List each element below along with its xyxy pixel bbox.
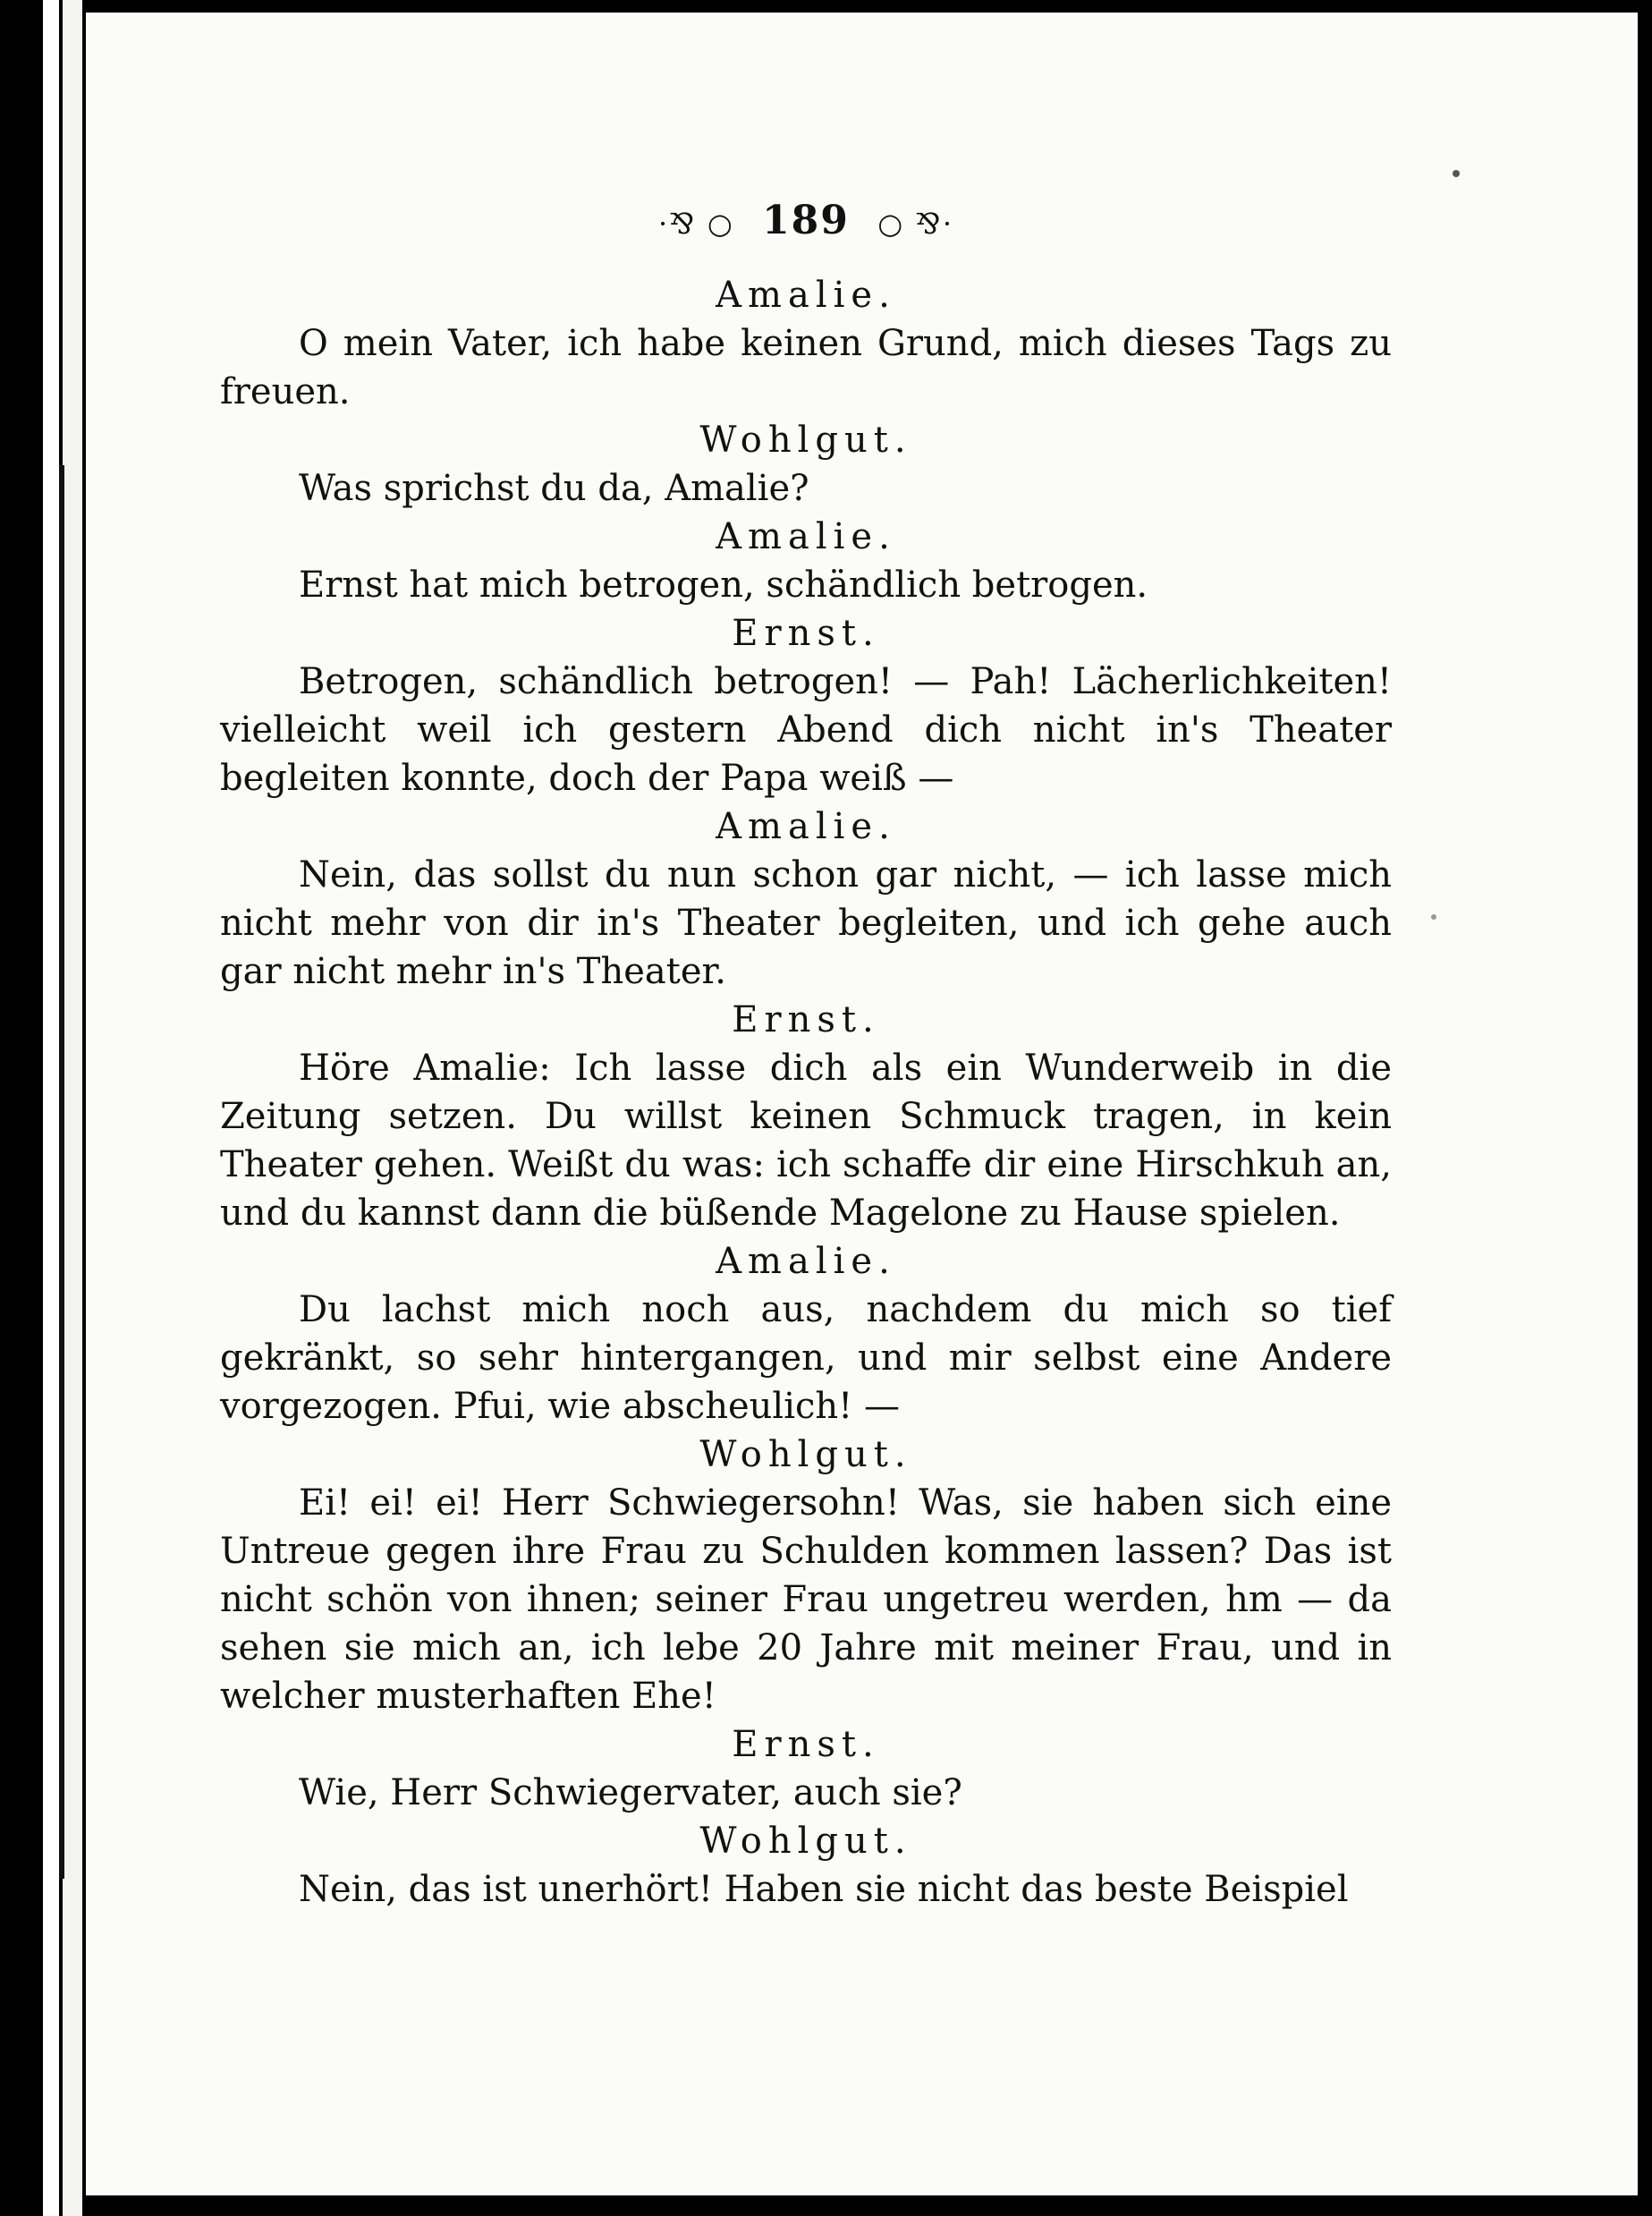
speech-text: Nein, das ist unerhört! Haben sie nicht das beste Beispiel: [299, 1868, 1349, 1910]
dialogue-entry: [220, 271, 1392, 416]
dialogue-entry: [220, 1817, 1392, 1914]
dialogue-entry: [220, 996, 1392, 1237]
binding-bar: [59, 465, 64, 1879]
speaker-name: Ernst.: [732, 612, 880, 654]
dialogue-entry: [220, 609, 1392, 802]
dialogue-entry: [220, 1431, 1392, 1720]
book-spine-edge: [43, 0, 59, 2216]
speech-text: Betrogen, schändlich betrogen! — Pah! Lächerlichkeiten! vielleicht weil ich gestern Abend dich nicht in's Theater begleiten konnte, doch der Papa weiß —: [220, 660, 1392, 799]
paper-speck: [1453, 170, 1460, 177]
dialogue-entry: [220, 513, 1392, 609]
page-text: [220, 197, 1392, 1914]
page-header: [220, 197, 1392, 248]
ornament-right: ○ ⅋·: [877, 206, 953, 241]
speaker-name: Amalie.: [716, 1240, 896, 1282]
dialogue-entry: [220, 416, 1392, 513]
speaker-name: Wohlgut.: [699, 1433, 912, 1475]
speaker-name: Wohlgut.: [699, 1820, 912, 1862]
book-gutter: [63, 0, 82, 2216]
speaker-name: Ernst.: [732, 998, 880, 1040]
ornament-left: ·⅋ ○: [657, 206, 734, 241]
dialogue-entry: [220, 1720, 1392, 1817]
dialogue-entry: [220, 1237, 1392, 1431]
speech-text: Nein, das sollst du nun schon gar nicht, — ich lasse mich nicht mehr von dir in's Theater begleiten, und ich gehe auch gar nicht mehr in's Theater.: [220, 853, 1392, 992]
page-number: 189: [762, 198, 850, 243]
speech-text: Ernst hat mich betrogen, schändlich betrogen.: [299, 564, 1148, 606]
speaker-name: Amalie.: [716, 274, 896, 316]
speaker-name: Amalie.: [716, 805, 896, 847]
paper-speck: [1431, 914, 1436, 920]
speaker-name: Amalie.: [716, 515, 896, 557]
dialogue-entry: [220, 802, 1392, 996]
speaker-name: Wohlgut.: [699, 419, 912, 461]
speech-text: Höre Amalie: Ich lasse dich als ein Wunderweib in die Zeitung setzen. Du willst keinen Schmuck tragen, in kein Theater gehen. Weißt du was: ich schaffe dir eine Hirschkuh an, und du kannst dann die büßende Magelone zu Hause spielen.: [220, 1047, 1392, 1234]
speech-text: Ei! ei! ei! Herr Schwiegersohn! Was, sie haben sich eine Untreue gegen ihre Frau zu Schulden kommen lassen? Das ist nicht schön von ihnen; seiner Frau ungetreu werden, hm — da sehen sie mich an, ich lebe 20 Jahre mit meiner Frau, und in welcher musterhaften Ehe!: [220, 1482, 1392, 1717]
speech-text: O mein Vater, ich habe keinen Grund, mich dieses Tags zu freuen.: [220, 322, 1392, 412]
speaker-name: Ernst.: [732, 1723, 880, 1765]
speech-text: Wie, Herr Schwiegervater, auch sie?: [299, 1771, 962, 1813]
speech-text: Du lachst mich noch aus, nachdem du mich so tief gekränkt, so sehr hintergangen, und mir selbst eine Andere vorgezogen. Pfui, wie abscheulich! —: [220, 1288, 1392, 1427]
speech-text: Was sprichst du da, Amalie?: [299, 467, 809, 509]
